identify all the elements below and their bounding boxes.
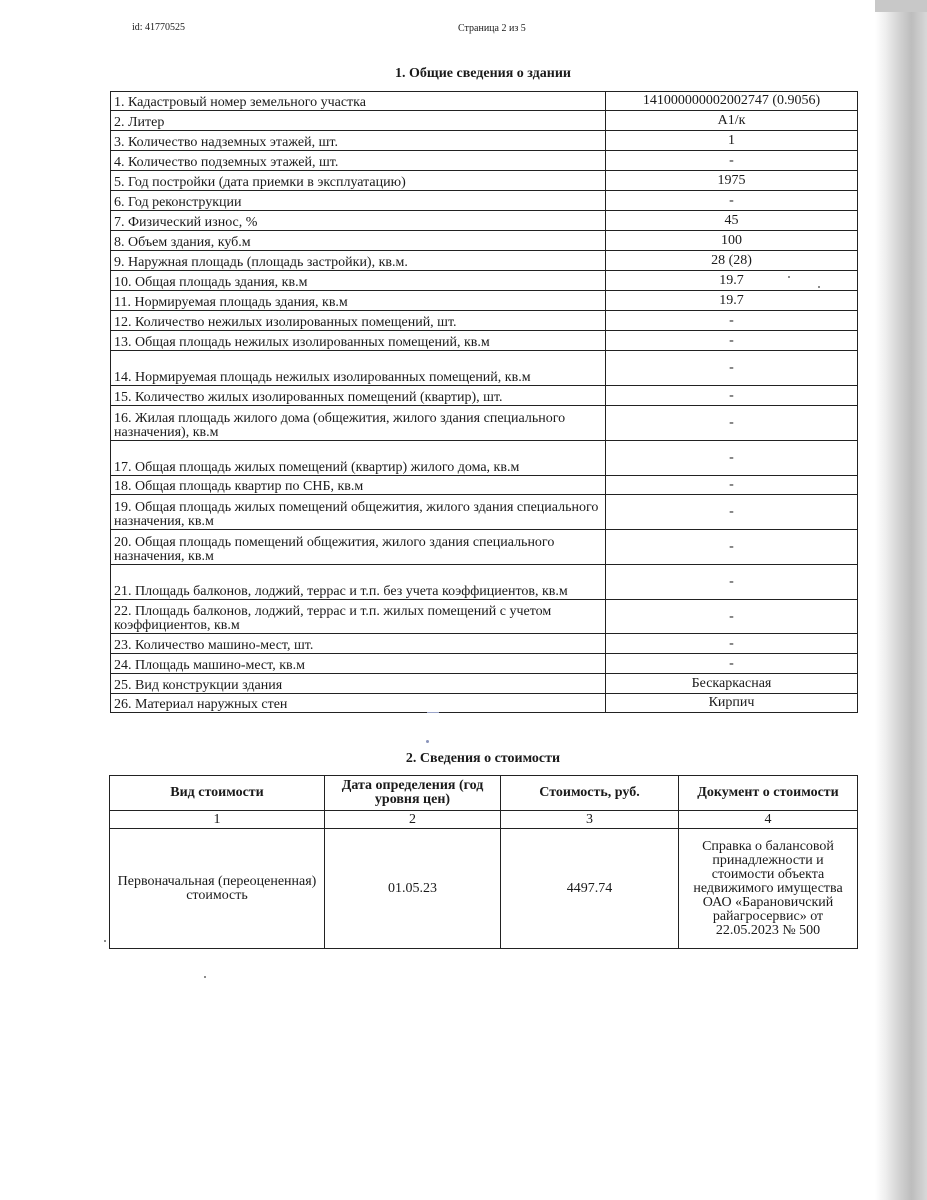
info-value: - xyxy=(606,386,858,406)
info-row xyxy=(111,654,858,674)
info-row xyxy=(111,311,858,331)
info-value: A1/к xyxy=(606,111,858,131)
info-row xyxy=(111,231,858,251)
info-value: - xyxy=(606,654,858,674)
info-label: 2. Литер xyxy=(111,111,606,131)
page-number: Страница 2 из 5 xyxy=(458,23,526,34)
info-label: 7. Физический износ, % xyxy=(111,211,606,231)
info-row xyxy=(111,191,858,211)
scan-mark xyxy=(427,712,439,713)
cost-table-number-row xyxy=(110,811,858,829)
info-row xyxy=(111,271,858,291)
info-value: 19.7 xyxy=(606,291,858,311)
section2-title: 2. Сведения о стоимости xyxy=(405,751,561,766)
info-row xyxy=(111,291,858,311)
info-value: - xyxy=(606,441,858,476)
info-label: 20. Общая площадь помещений общежития, жилого здания специального назначения, кв.м xyxy=(111,530,606,565)
info-label: 17. Общая площадь жилых помещений (квартир) жилого дома, кв.м xyxy=(111,441,606,476)
info-value: - xyxy=(606,495,858,530)
info-label: 5. Год постройки (дата приемки в эксплуатацию) xyxy=(111,171,606,191)
scan-mark xyxy=(426,740,429,743)
info-row xyxy=(111,386,858,406)
info-row xyxy=(111,600,858,634)
info-label: 12. Количество нежилых изолированных помещений, шт. xyxy=(111,311,606,331)
building-info-table xyxy=(110,91,858,713)
info-value: - xyxy=(606,600,858,634)
info-value: - xyxy=(606,311,858,331)
info-label: 13. Общая площадь нежилых изолированных помещений, кв.м xyxy=(111,331,606,351)
info-label: 4. Количество подземных этажей, шт. xyxy=(111,151,606,171)
info-row xyxy=(111,406,858,441)
scan-speck xyxy=(818,286,820,288)
info-value: - xyxy=(606,565,858,600)
info-label: 9. Наружная площадь (площадь застройки), кв.м. xyxy=(111,251,606,271)
info-value: 19.7 xyxy=(606,271,858,291)
info-row xyxy=(111,674,858,694)
header-cost-type: Вид стоимости xyxy=(110,776,325,811)
date-cell: 01.05.23 xyxy=(325,829,501,949)
cost-table-header-row xyxy=(110,776,858,811)
info-label: 18. Общая площадь квартир по СНБ, кв.м xyxy=(111,476,606,495)
info-label: 19. Общая площадь жилых помещений общежития, жилого здания специального назначения, кв.м xyxy=(111,495,606,530)
info-value: - xyxy=(606,634,858,654)
info-row xyxy=(111,211,858,231)
info-value: 1975 xyxy=(606,171,858,191)
cost-cell: 4497.74 xyxy=(501,829,679,949)
info-row xyxy=(111,634,858,654)
info-row xyxy=(111,131,858,151)
info-value: 141000000002002747 (0.9056) xyxy=(606,92,858,111)
info-value: 100 xyxy=(606,231,858,251)
info-label: 10. Общая площадь здания, кв.м xyxy=(111,271,606,291)
scan-edge-shadow xyxy=(875,0,927,1200)
scan-speck xyxy=(204,976,206,978)
info-label: 14. Нормируемая площадь нежилых изолированных помещений, кв.м xyxy=(111,351,606,386)
info-row xyxy=(111,530,858,565)
scan-speck xyxy=(788,276,790,278)
info-row xyxy=(111,92,858,111)
info-value: 1 xyxy=(606,131,858,151)
info-label: 24. Площадь машино-мест, кв.м xyxy=(111,654,606,674)
info-row xyxy=(111,171,858,191)
info-value: - xyxy=(606,476,858,495)
info-row xyxy=(111,441,858,476)
info-value: 45 xyxy=(606,211,858,231)
info-label: 3. Количество надземных этажей, шт. xyxy=(111,131,606,151)
info-value: - xyxy=(606,151,858,171)
info-label: 26. Материал наружных стен xyxy=(111,694,606,713)
info-row xyxy=(111,694,858,713)
info-label: 8. Объем здания, куб.м xyxy=(111,231,606,251)
cost-table-row xyxy=(110,829,858,949)
header-cost: Стоимость, руб. xyxy=(501,776,679,811)
info-value: - xyxy=(606,406,858,441)
header-document: Документ о стоимости xyxy=(679,776,858,811)
scan-edge-top xyxy=(875,0,927,12)
cost-table xyxy=(109,775,858,949)
column-number: 3 xyxy=(501,811,679,829)
info-label: 23. Количество машино-мест, шт. xyxy=(111,634,606,654)
info-value: - xyxy=(606,191,858,211)
header-date: Дата определения (год уровня цен) xyxy=(325,776,501,811)
info-row xyxy=(111,351,858,386)
info-label: 15. Количество жилых изолированных помещений (квартир), шт. xyxy=(111,386,606,406)
column-number: 2 xyxy=(325,811,501,829)
document-id: id: 41770525 xyxy=(132,22,186,33)
column-number: 1 xyxy=(110,811,325,829)
info-value: 28 (28) xyxy=(606,251,858,271)
info-row xyxy=(111,565,858,600)
info-label: 6. Год реконструкции xyxy=(111,191,606,211)
info-label: 22. Площадь балконов, лоджий, террас и т.п. жилых помещений с учетом коэффициентов, кв.м xyxy=(111,600,606,634)
info-row xyxy=(111,331,858,351)
info-value: - xyxy=(606,530,858,565)
info-label: 21. Площадь балконов, лоджий, террас и т.п. без учета коэффициентов, кв.м xyxy=(111,565,606,600)
info-label: 11. Нормируемая площадь здания, кв.м xyxy=(111,291,606,311)
info-label: 16. Жилая площадь жилого дома (общежития, жилого здания специального назначения), кв.м xyxy=(111,406,606,441)
info-row xyxy=(111,476,858,495)
info-value: - xyxy=(606,331,858,351)
cost-type-cell: Первоначальная (переоцененная) стоимость xyxy=(110,829,325,949)
info-label: 1. Кадастровый номер земельного участка xyxy=(111,92,606,111)
info-row xyxy=(111,111,858,131)
column-number: 4 xyxy=(679,811,858,829)
info-value: Кирпич xyxy=(606,694,858,713)
info-label: 25. Вид конструкции здания xyxy=(111,674,606,694)
scan-speck xyxy=(104,940,106,942)
info-value: - xyxy=(606,351,858,386)
info-value: Бескаркасная xyxy=(606,674,858,694)
document-cell: Справка о балансовой принадлежности и стоимости объекта недвижимого имущества ОАО «Барановичский райагросервис» от 22.05.2023 № 500 xyxy=(679,829,858,949)
info-row xyxy=(111,495,858,530)
section1-title: 1. Общие сведения о здании xyxy=(395,66,571,81)
info-row xyxy=(111,151,858,171)
info-row xyxy=(111,251,858,271)
